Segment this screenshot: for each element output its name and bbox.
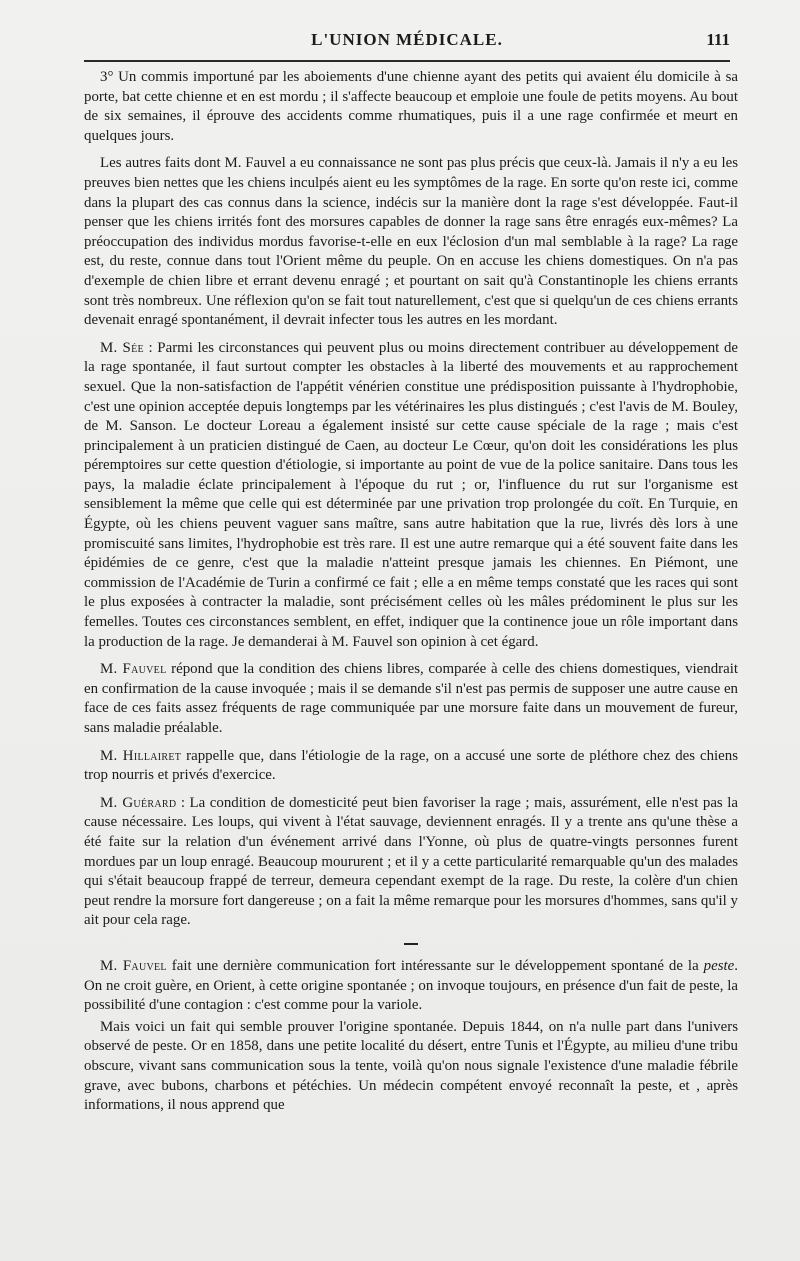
speaker-name: M. Fauvel [100,661,167,678]
paragraph-text: fait une dernière communication fort intéressante sur le développement spontané de la [166,957,704,974]
paragraph-guerard [84,794,738,931]
speaker-name: M. Sée [100,339,144,356]
journal-title: L'UNION MÉDICALE. [311,30,503,49]
paragraph-text: Mais voici un fait qui semble prouver l'origine spontanée. Depuis 1844, on n'a nulle part dans l'univers observé de peste. Or en 1858, dans une petite localité du désert, entre Tunis et l'Égypte, au milieu d'une tribu obscure, vivant sans communication sous la tente, voilà qu'on nous signale l'existence d'une maladie fébrile grave, avec bubons, charbons et pétéchies. Un médecin compétent envoyé reconnaît la peste, et , après informations, il nous apprend que [84,1018,738,1114]
paragraph-text: répond que la condition des chiens libres, comparée à celle des chiens domestiques, viendrait en confirmation de la cause invoquée ; mais il se demande s'il n'est pas permis de supposer une autre cause en face de ces faits assez fréquents de rage communiquée par une morsure faite dans un mouvement de fureur, sans maladie préalable. [84,661,738,736]
page-number: 111 [706,30,730,49]
paragraph-fauvel-reply [84,660,738,738]
paragraph-case-3 [84,68,738,146]
running-header [84,30,730,62]
speaker-name: M. Guérard [100,794,177,811]
paragraph-text: Les autres faits dont M. Fauvel a eu connaissance ne sont pas plus précis que ceux-là. Jamais il n'y a eu les preuves bien nettes que les chiens inculpés aient eu les symptômes de la rage. En sorte qu'on reste ici, comme dans la plupart des cas connus dans la science, indécis sur la manière dont la rage s'est développée. Faut-il penser que les chiens irrités font des morsures capables de donner la rage sans être enragés eux-mêmes? La préoccupation des individus mordus favorise-t-elle en eux l'éclosion d'un mal semblable à la rage? La rage est, du reste, connue dans tout l'Orient même du peuple. On en accuse les chiens domestiques. On n'a pas d'exemple de chien libre et errant devenu enragé ; et pourtant on sait qu'à Constantinople les chiens errants sont très nombreux. Une réflexion qu'on se fait tout naturellement, c'est que si quelqu'un de ces chiens errants devenait enragé spontanément, il devrait infecter tous les autres en les mordant. [84,155,738,329]
paragraph-text: . On ne croit guère, en Orient, à cette origine spontanée ; on invoque toujours, en présence d'un fait de peste, la possibilité d'une contagion : c'est comme pour la variole. [84,957,738,1014]
paragraph-fauvel-facts [84,154,738,330]
paragraph-peste-origin [84,1018,738,1116]
paragraph-see [84,339,738,653]
paragraph-text: : La condition de domesticité peut bien favoriser la rage ; mais, assurément, elle n'est pas la cause nécessaire. Les loups, qui vivent à l'état sauvage, deviennent enragés. Il y a trente ans qu'une thèse a été faite sur la relation d'un événement arrivé dans l'Yonne, où plus de quatre-vingts personnes furent mordues par un loup enragé. Beaucoup moururent ; et il y a cette particularité remarquable qu'un des malades qui s'était beaucoup frappé de terreur, demeura cependant exempt de la rage. Du reste, la colère d'un chien peut rendre la morsure fort dangereuse ; on a fait la même remarque pour les morsures d'hommes, sans qu'il y ait pour cela rage. [84,794,738,929]
paragraph-text: rappelle que, dans l'étiologie de la rage, on a accusé une sorte de pléthore chez des chiens trop nourris et privés d'exercice. [84,747,739,784]
article-body [84,68,738,1124]
speaker-name: M. Hillairet [100,747,182,764]
paragraph-fauvel-peste [84,957,738,1016]
speaker-name: M. Fauvel [100,957,167,974]
paragraph-hillairet [84,747,738,786]
section-separator [404,943,418,945]
paragraph-text: : Parmi les circonstances qui peuvent plus ou moins directement contribuer au développement de la rage spontanée, il faut surtout compter les obstacles à la liberté des mouvements et au rapprochement sexuel. Que la non-satisfaction de l'appétit vénérien constitue une prédisposition puissante à l'hydrophobie, c'est une opinion acceptée depuis longtemps par les vétérinaires les plus distingués ; c'est l'avis de M. Bouley, de M. Sanson. Le docteur Loreau a également insisté sur cette cause spéciale de la rage ; mais c'est principalement à un praticien distingué de Caen, au docteur Le Cœur, qu'on doit les considérations les plus péremptoires sur cette question d'étiologie, si importante au point de vue de la police sanitaire. Dans tous les pays, la maladie éclate principalement à l'époque du rut ; or, l'influence du rut sur l'organisme est sensiblement la même que celle qui est déterminée par une privation trop prolongée du coït. En Turquie, en Égypte, où les chiens peuvent vaguer sans maître, sans autre habitation que la rue, livrés dès lors à une promiscuité sans limites, l'hydrophobie est très rare. Il est une autre remarque qui a été souvent faite dans les épidémies de ce genre, c'est que la maladie n'atteint presque jamais les chiennes. En Piémont, une commission de l'Académie de Turin a confirmé ce fait ; elle a en même temps constaté que les races qui sont le plus exposées à contracter la maladie, sont précisément celles où les mâles prédominent le plus sur les femelles. Toutes ces circonstances semblent, en effet, indiquer que la continence joue un rôle important dans la production de la rage. Je demanderai à M. Fauvel son opinion à cet égard. [84,339,739,650]
italic-term: peste [703,957,735,974]
paragraph-text: 3° Un commis importuné par les aboiements d'une chienne ayant des petits qui avaient élu domicile à sa porte, bat cette chienne et en est mordu ; il s'affecte beaucoup et emploie une foule de petits moyens. Au bout de six semaines, il éprouve des accidents comme rhumatiques, puis il a une rage confirmée et meurt en quelques jours. [84,69,738,144]
